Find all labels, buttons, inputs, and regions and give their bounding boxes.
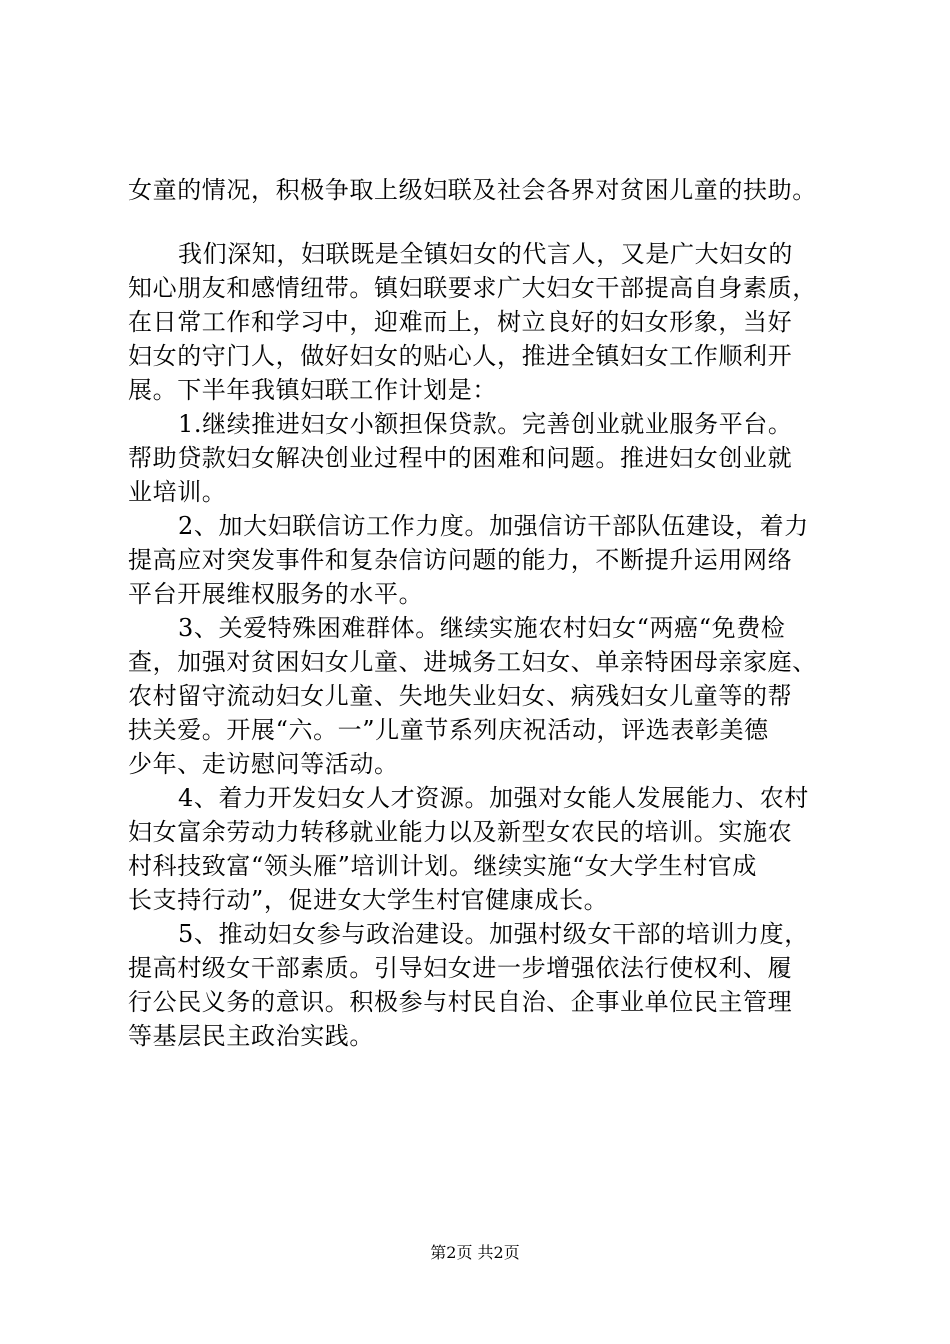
text-line: 女童的情况，积极争取上级妇联及社会各界对贫困儿童的扶助。 [128,176,817,204]
text-line: 展。下半年我镇妇联工作计划是： [128,376,497,404]
text-line: 业培训。 [128,478,227,506]
text-line: 扶关爱。开展“六。一”儿童节系列庆祝活动，评选表彰美德 [128,716,769,744]
text-line: 帮助贷款妇女解决创业过程中的困难和问题。推进妇女创业就 [128,444,793,472]
text-line: 知心朋友和感情纽带。镇妇联要求广大妇女干部提高自身素质， [128,274,817,302]
text-line: 在日常工作和学习中，迎难而上，树立良好的妇女形象，当好 [128,308,793,336]
text-line: 查，加强对贫困妇女儿童、进城务工妇女、单亲特困母亲家庭、 [128,648,817,676]
paragraph-first-line: 我们深知，妇联既是全镇妇女的代言人，又是广大妇女的 [178,240,793,268]
text-line: 农村留守流动妇女儿童、失地失业妇女、病残妇女儿童等的帮 [128,682,793,710]
text-line: 长支持行动”，促进女大学生村官健康成长。 [128,886,609,914]
page-footer: 第2页 共2页 [430,1243,520,1262]
text-line: 行公民义务的意识。积极参与村民自治、企事业单位民主管理 [128,988,793,1016]
list-item-first-line: 5、推动妇女参与政治建设。加强村级女干部的培训力度， [178,920,809,948]
list-item-first-line: 4、着力开发妇女人才资源。加强对女能人发展能力、农村 [178,784,809,812]
text-line: 妇女的守门人，做好妇女的贴心人，推进全镇妇女工作顺利开 [128,342,793,370]
text-line: 平台开展维权服务的水平。 [128,580,424,608]
list-item-first-line: 3、关爱特殊困难群体。继续实施农村妇女“两癌“免费检 [178,614,786,642]
text-line: 妇女富余劳动力转移就业能力以及新型女农民的培训。实施农 [128,818,793,846]
text-line: 村科技致富“领头雁”培训计划。继续实施“女大学生村官成 [128,852,758,880]
text-line: 等基层民主政治实践。 [128,1022,374,1050]
text-line: 提高应对突发事件和复杂信访问题的能力，不断提升运用网络 [128,546,793,574]
list-item-first-line: 1.继续推进妇女小额担保贷款。完善创业就业服务平台。 [178,410,793,438]
text-line: 提高村级女干部素质。引导妇女进一步增强依法行使权利、履 [128,954,793,982]
text-line: 少年、走访慰问等活动。 [128,750,399,778]
list-item-first-line: 2、加大妇联信访工作力度。加强信访干部队伍建设，着力 [178,512,809,540]
